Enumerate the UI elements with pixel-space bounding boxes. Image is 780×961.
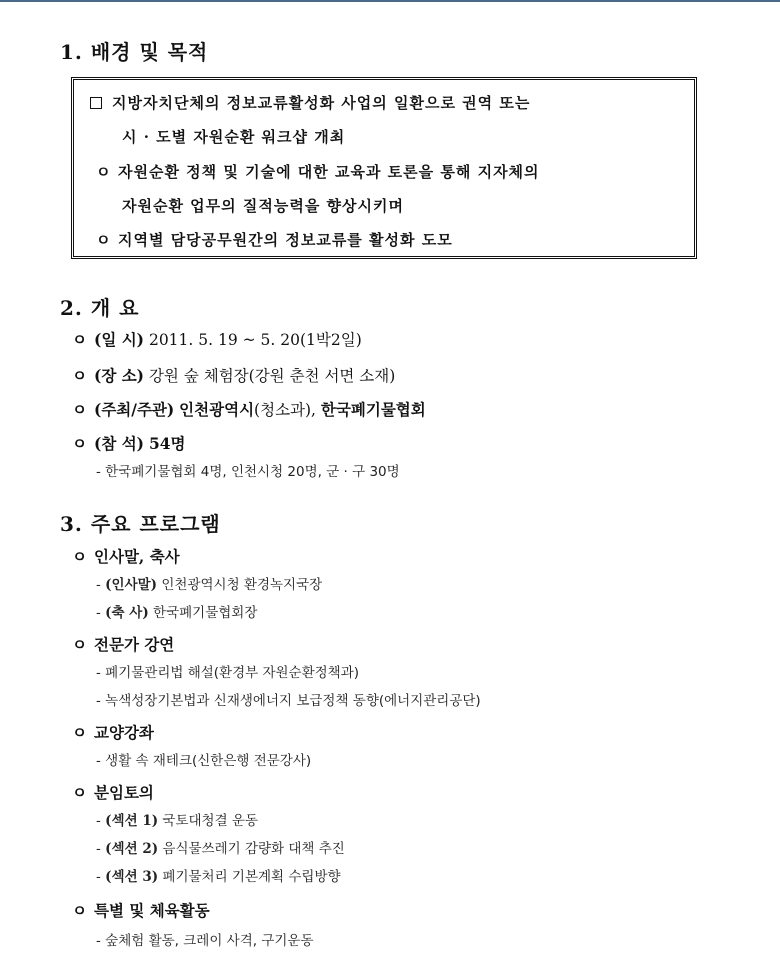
program-item: - (섹션 3) 폐기물처리 기본계획 수립방향: [96, 869, 341, 885]
program-item: - 녹색성장기본법과 신재생에너지 보급정책 동향(에너지관리공단): [96, 693, 481, 709]
purpose-line-3: ㅇ 지역별 담당공무원간의 정보교류를 활성화 도모: [96, 231, 453, 249]
program-item: - (인사말) 인천광역시청 환경녹지국장: [96, 577, 323, 593]
program-group-activities: ㅇ 특별 및 체육활동: [72, 901, 210, 920]
program-item: - (섹션 1) 국토대청결 운동: [96, 813, 258, 829]
section-1-heading: 1. 배경 및 목적: [60, 40, 209, 64]
overview-item-place: ㅇ (장 소) 강원 숲 체험장(강원 춘천 서면 소재): [72, 366, 396, 385]
program-item: - 생활 속 재테크(신한은행 전문강사): [96, 753, 312, 769]
section-3-heading: 3. 주요 프로그램: [60, 512, 221, 536]
purpose-line-1: 지방자치단체의 정보교류활성화 사업의 일환으로 권역 또는: [90, 92, 530, 113]
program-item: - 숲체험 활동, 크레이 사격, 구기운동: [96, 933, 314, 949]
overview-item-host: ㅇ (주최/주관) 인천광역시(청소과), 한국폐기물협회: [72, 400, 426, 419]
overview-item-date: ㅇ (일 시) 2011. 5. 19 ~ 5. 20(1박2일): [72, 330, 362, 349]
program-group-lectures: ㅇ 전문가 강연: [72, 635, 175, 654]
attendees-breakdown: - 한국폐기물협회 4명, 인천시청 20명, 군 · 구 30명: [96, 464, 400, 480]
top-border: [0, 0, 780, 2]
purpose-line-2-cont: 자원순환 업무의 질적능력을 향상시키며: [122, 197, 404, 215]
section-2-heading: 2. 개 요: [60, 296, 140, 320]
square-bullet-icon: [90, 97, 102, 109]
overview-item-attendees: ㅇ (참 석) 54명: [72, 434, 186, 453]
program-group-greetings: ㅇ 인사말, 축사: [72, 547, 180, 566]
program-group-culture: ㅇ 교양강좌: [72, 723, 154, 742]
program-item: - 폐기물관리법 해설(환경부 자원순환정책과): [96, 665, 360, 681]
program-item: - (축 사) 한국폐기물협회장: [96, 605, 258, 621]
purpose-line-1-cont: 시 · 도별 자원순환 워크샵 개최: [122, 128, 346, 146]
purpose-line-2: ㅇ 자원순환 정책 및 기술에 대한 교육과 토론을 통해 지자체의: [96, 163, 540, 181]
program-group-discussion: ㅇ 분임토의: [72, 783, 154, 802]
program-item: - (섹션 2) 음식물쓰레기 감량화 대책 추진: [96, 841, 345, 857]
